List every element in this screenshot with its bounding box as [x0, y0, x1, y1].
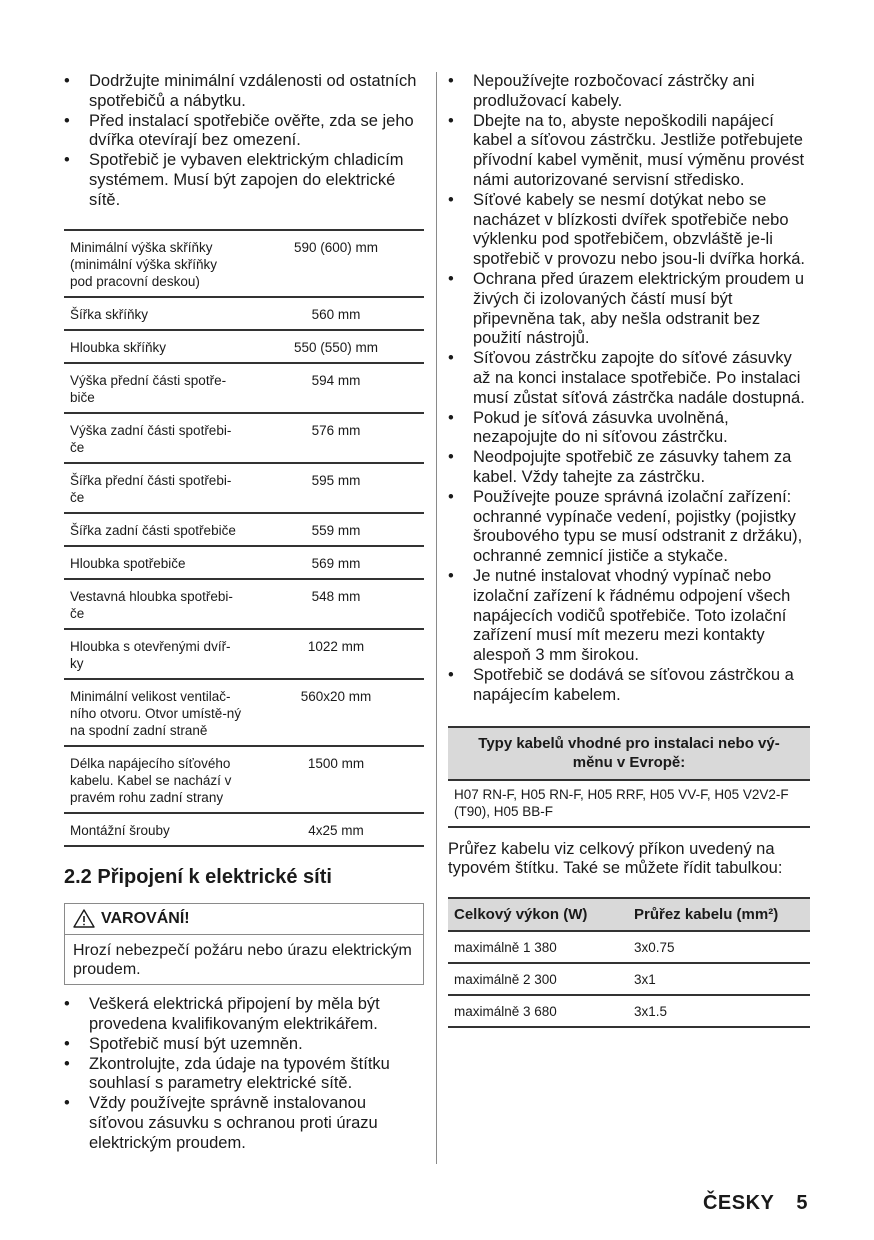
- list-item: • Pokud je síťová zásuvka uvolněná, nezapojujte do ni síťovou zástrčku.: [448, 409, 810, 449]
- warning-text: Hrozí nebezpečí požáru nebo úrazu elektrickým proudem.: [73, 941, 412, 979]
- dimension-label: Minimální velikost ventilač-ního otvoru. Otvor umístě-ný na spodní zadní straně: [64, 679, 248, 746]
- list-item: • Je nutné instalovat vhodný vypínač nebo izolační zařízení k řádnému odpojení všech napájecích vodičů spotřebiče. Toto izolační zařízení musí mít mezeru mezi kontakty alespoň 3 mm širokou.: [448, 567, 810, 666]
- list-item: • Vždy používejte správně instalovanou síťovou zásuvku s ochranou proti úrazu elektrickým proudem.: [64, 1094, 424, 1153]
- safety-bullets: [448, 72, 810, 706]
- table-cell: 3x0.75: [628, 931, 810, 963]
- list-item: • Spotřebič musí být uzemněn.: [64, 1035, 424, 1055]
- dimension-value: 576 mm: [248, 413, 424, 463]
- power-table: [448, 897, 810, 1028]
- dimension-label: Minimální výška skříňky (minimální výška skříňky pod pracovní deskou): [64, 230, 248, 297]
- dimension-label: Hloubka spotřebiče: [64, 546, 248, 579]
- list-item: • Nepoužívejte rozbočovací zástrčky ani prodlužovací kabely.: [448, 72, 810, 112]
- cable-types-text: H07 RN-F, H05 RN-F, H05 RRF, H05 VV-F, H05 V2V2-F (T90), H05 BB-F: [448, 781, 810, 828]
- table-row: [448, 995, 810, 1027]
- column-divider: [436, 72, 437, 1164]
- table-row: [64, 513, 424, 546]
- list-item: • Neodpojujte spotřebič ze zásuvky tahem za kabel. Vždy tahejte za zástrčku.: [448, 448, 810, 488]
- dimension-value: 550 (550) mm: [248, 330, 424, 363]
- dimension-label: Hloubka skříňky: [64, 330, 248, 363]
- dimension-value: 594 mm: [248, 363, 424, 413]
- dimension-label: Šířka zadní části spotřebiče: [64, 513, 248, 546]
- table-row: [64, 413, 424, 463]
- dimension-value: 4x25 mm: [248, 813, 424, 846]
- list-item: • Před instalací spotřebiče ověřte, zda se jeho dvířka otevírají bez omezení.: [64, 112, 424, 152]
- list-item: • Veškerá elektrická připojení by měla být provedena kvalifikovaným elektrikářem.: [64, 995, 424, 1035]
- table-row: [64, 546, 424, 579]
- table-row: [64, 463, 424, 513]
- dimension-label: Výška zadní části spotřebi-če: [64, 413, 248, 463]
- dimension-label: Šířka skříňky: [64, 297, 248, 330]
- section-heading: 2.2 Připojení k elektrické síti: [64, 865, 332, 888]
- dimension-value: 560x20 mm: [248, 679, 424, 746]
- table-row: [64, 813, 424, 846]
- list-item: • Dodržujte minimální vzdálenosti od ostatních spotřebičů a nábytku.: [64, 72, 424, 112]
- list-item: • Síťovou zástrčku zapojte do síťové zásuvky až na konci instalace spotřebiče. Po instalaci musí zůstat síťová zástrčka nadále dostupná.: [448, 349, 810, 408]
- dimension-label: Šířka přední části spotřebi-če: [64, 463, 248, 513]
- table-cell: maximálně 2 300: [448, 963, 628, 995]
- cross-section-paragraph: Průřez kabelu viz celkový příkon uvedený na typovém štítku. Také se můžete řídit tabulkou:: [448, 839, 783, 878]
- dimension-label: Vestavná hloubka spotřebi-če: [64, 579, 248, 629]
- table-cell: 3x1.5: [628, 995, 810, 1027]
- footer-language: ČESKY: [702, 1192, 775, 1214]
- right-column: [448, 72, 810, 1028]
- list-item: • Spotřebič je vybaven elektrickým chladicím systémem. Musí být zapojen do elektrické sítě.: [64, 151, 424, 210]
- table-row: [64, 297, 424, 330]
- warning-triangle-icon: [73, 909, 95, 928]
- left-column: [64, 72, 424, 1154]
- dimension-label: Hloubka s otevřenými dvíř-ky: [64, 629, 248, 679]
- dimension-value: 590 (600) mm: [248, 230, 424, 297]
- table-cell: maximálně 3 680: [448, 995, 628, 1027]
- table-row: [64, 746, 424, 813]
- cable-types-title: Typy kabelů vhodné pro instalaci nebo vý-měnu v Evropě:: [448, 726, 810, 781]
- table-row: [448, 931, 810, 963]
- list-item: • Zkontrolujte, zda údaje na typovém štítku souhlasí s parametry elektrické sítě.: [64, 1055, 424, 1095]
- table-cell: maximálně 1 380: [448, 931, 628, 963]
- list-item: • Spotřebič se dodává se síťovou zástrčkou a napájecím kabelem.: [448, 666, 810, 706]
- list-item: • Síťové kabely se nesmí dotýkat nebo se nacházet v blízkosti dvířek spotřebiče nebo výklenku pod spotřebičem, obzvláště je-li spotřebič v provozu nebo jsou-li dvířka horká.: [448, 191, 810, 270]
- cable-types-box: [448, 726, 810, 828]
- table-row: [64, 629, 424, 679]
- table-row: [64, 679, 424, 746]
- table-row: [64, 579, 424, 629]
- table-row: [448, 963, 810, 995]
- list-item: • Ochrana před úrazem elektrickým proudem u živých či izolovaných částí musí být připevněna tak, aby nešla odstranit bez použití nástrojů.: [448, 270, 810, 349]
- dimension-value: 595 mm: [248, 463, 424, 513]
- warning-title: VAROVÁNÍ!: [101, 909, 190, 927]
- electrical-bullets: [64, 995, 424, 1153]
- dimension-label: Výška přední části spotře-biče: [64, 363, 248, 413]
- dimension-label: Montážní šrouby: [64, 813, 248, 846]
- warning-box: [64, 903, 424, 986]
- dimensions-table: [64, 229, 424, 847]
- dimension-label: Délka napájecího síťového kabelu. Kabel se nachází v pravém rohu zadní strany: [64, 746, 248, 813]
- table-row: [64, 363, 424, 413]
- table-row: [64, 330, 424, 363]
- table-cell: 3x1: [628, 963, 810, 995]
- table-row: [64, 230, 424, 297]
- column-header: Průřez kabelu (mm²): [628, 898, 810, 931]
- column-header: Celkový výkon (W): [448, 898, 628, 931]
- list-item: • Dbejte na to, abyste nepoškodili napájecí kabel a síťovou zástrčku. Jestliže potřebujete přívodní kabel vyměnit, musí výměnu provést námi autorizované servisní středisko.: [448, 112, 810, 191]
- warning-header: [65, 904, 423, 935]
- dimension-value: 569 mm: [248, 546, 424, 579]
- list-item: • Používejte pouze správná izolační zařízení: ochranné vypínače vedení, pojistky (pojistky šroubového typu se musí odstranit z držáku), ochranné zemnicí jističe a stykače.: [448, 488, 810, 567]
- dimension-value: 1022 mm: [248, 629, 424, 679]
- dimension-value: 559 mm: [248, 513, 424, 546]
- dimension-value: 548 mm: [248, 579, 424, 629]
- installation-bullets: [64, 72, 424, 211]
- page-footer: [703, 1192, 808, 1215]
- table-header-row: [448, 898, 810, 931]
- dimension-value: 1500 mm: [248, 746, 424, 813]
- page-number: 5: [796, 1192, 808, 1214]
- dimension-value: 560 mm: [248, 297, 424, 330]
